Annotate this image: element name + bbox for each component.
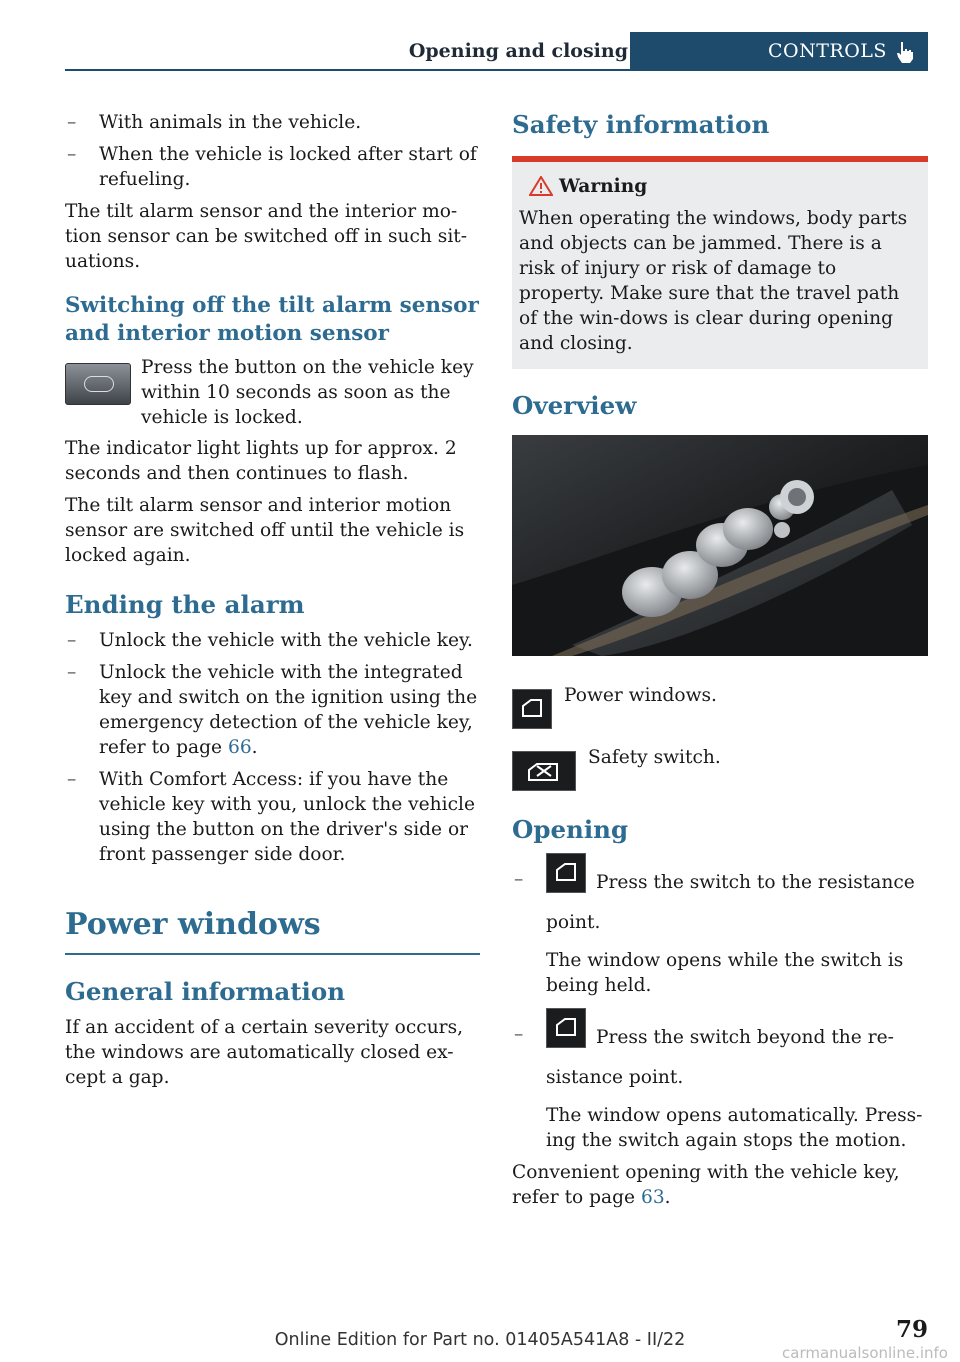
- paragraph-switched-off: The tilt alarm sensor and interior motion sensor are switched off until the vehicle is locked again.: [65, 495, 465, 566]
- power-window-switches-photo: [512, 435, 928, 656]
- list-item-text: Unlock the vehicle with the integrated key and switch on the ignition using the emergency detection of the vehicle key, refer to page: [99, 662, 478, 758]
- warning-text: When operating the windows, body parts and objects can be jammed. There is a risk of injury or risk of damage to property. Make sure that the travel path of the win-dows is clear during opening and closing.: [519, 208, 908, 354]
- page-link-63[interactable]: 63: [640, 1187, 665, 1208]
- key-instruction-text: Press the button on the vehicle key within 10 seconds as soon as the vehicle is locked.: [141, 357, 474, 428]
- warning-box: [512, 156, 928, 369]
- heading-overview: Overview: [512, 391, 637, 420]
- page-number: 79: [895, 1316, 928, 1343]
- key-instruction: [65, 355, 480, 430]
- legend-safety-switch: [512, 745, 928, 797]
- page-footer: [0, 1314, 960, 1362]
- list-item: – When the vehicle is locked after start of refueling.: [65, 142, 480, 192]
- paragraph-sensors-off: The tilt alarm sensor and the interior mo-tion sensor can be switched off in such sit-uations.: [65, 201, 468, 272]
- list-item: – With Comfort Access: if you have the vehicle key with you, unlock the vehicle using the button on the driver's side or front passenger side door.: [65, 767, 480, 867]
- power-window-switch-icon: [546, 853, 586, 893]
- watermark: carmanualsonline.info: [782, 1344, 948, 1362]
- list-item: – Unlock the vehicle with the integrated key and switch on the ignition using the emergency detection of the vehicle key, refer to page 66.: [65, 660, 480, 760]
- warning-title-text: Warning: [559, 176, 648, 197]
- edition-info: Online Edition for Part no. 01405A541A8 - II/22: [274, 1330, 686, 1350]
- list-item-subtext: The window opens while the switch is being held.: [546, 950, 904, 996]
- heading-power-windows: Power windows: [65, 907, 321, 942]
- list-item: [512, 853, 928, 998]
- paragraph-convenient: Convenient opening with the vehicle key, refer to page 63.: [512, 1162, 900, 1208]
- paragraph-general: If an accident of a certain severity occurs, the windows are automatically closed ex-cept a gap.: [65, 1016, 464, 1088]
- power-window-switch-icon: [546, 1008, 586, 1048]
- hand-pointer-icon: [894, 40, 916, 64]
- left-column: [65, 110, 480, 1097]
- heading-switching-off: Switching off the tilt alarm sensor and interior motion sensor: [65, 293, 479, 346]
- legend-power-windows-text: Power windows.: [564, 685, 717, 706]
- legend-power-windows: [512, 683, 928, 735]
- header-rule: [65, 69, 631, 71]
- list-item: – With animals in the vehicle.: [65, 110, 480, 135]
- vehicle-key-button-icon: [65, 363, 131, 405]
- right-column: [512, 110, 928, 1217]
- page-link-66[interactable]: 66: [227, 737, 252, 758]
- heading-general-information: General information: [65, 976, 346, 1006]
- chapter-tab: [630, 32, 928, 71]
- safety-switch-icon: [512, 751, 576, 791]
- paragraph-indicator: The indicator light lights up for approx. 2 seconds and then continues to flash.: [65, 438, 457, 484]
- warning-title: [519, 174, 921, 199]
- chapter-tab-label: CONTROLS: [768, 40, 887, 62]
- list-item: [512, 1008, 928, 1153]
- list-item: – Unlock the vehicle with the vehicle key.: [65, 628, 480, 653]
- list-item-text: Press the switch beyond the re-sistance point.: [546, 1027, 894, 1088]
- heading-rule: [65, 953, 480, 955]
- section-title: Opening and closing: [408, 40, 628, 62]
- heading-safety-information: Safety information: [512, 110, 770, 139]
- paragraph-convenient-text: Convenient opening with the vehicle key, refer to page: [512, 1162, 900, 1208]
- list-item-subtext: The window opens automatically. Press-ing the switch again stops the motion.: [546, 1105, 923, 1151]
- list-item-text: Press the switch to the resistance point.: [546, 872, 915, 933]
- page-header: [65, 32, 928, 71]
- heading-ending-alarm: Ending the alarm: [65, 590, 305, 619]
- warning-triangle-icon: [529, 176, 553, 196]
- power-window-switch-icon: [512, 689, 552, 729]
- legend-safety-switch-text: Safety switch.: [588, 747, 721, 768]
- heading-opening: Opening: [512, 815, 629, 844]
